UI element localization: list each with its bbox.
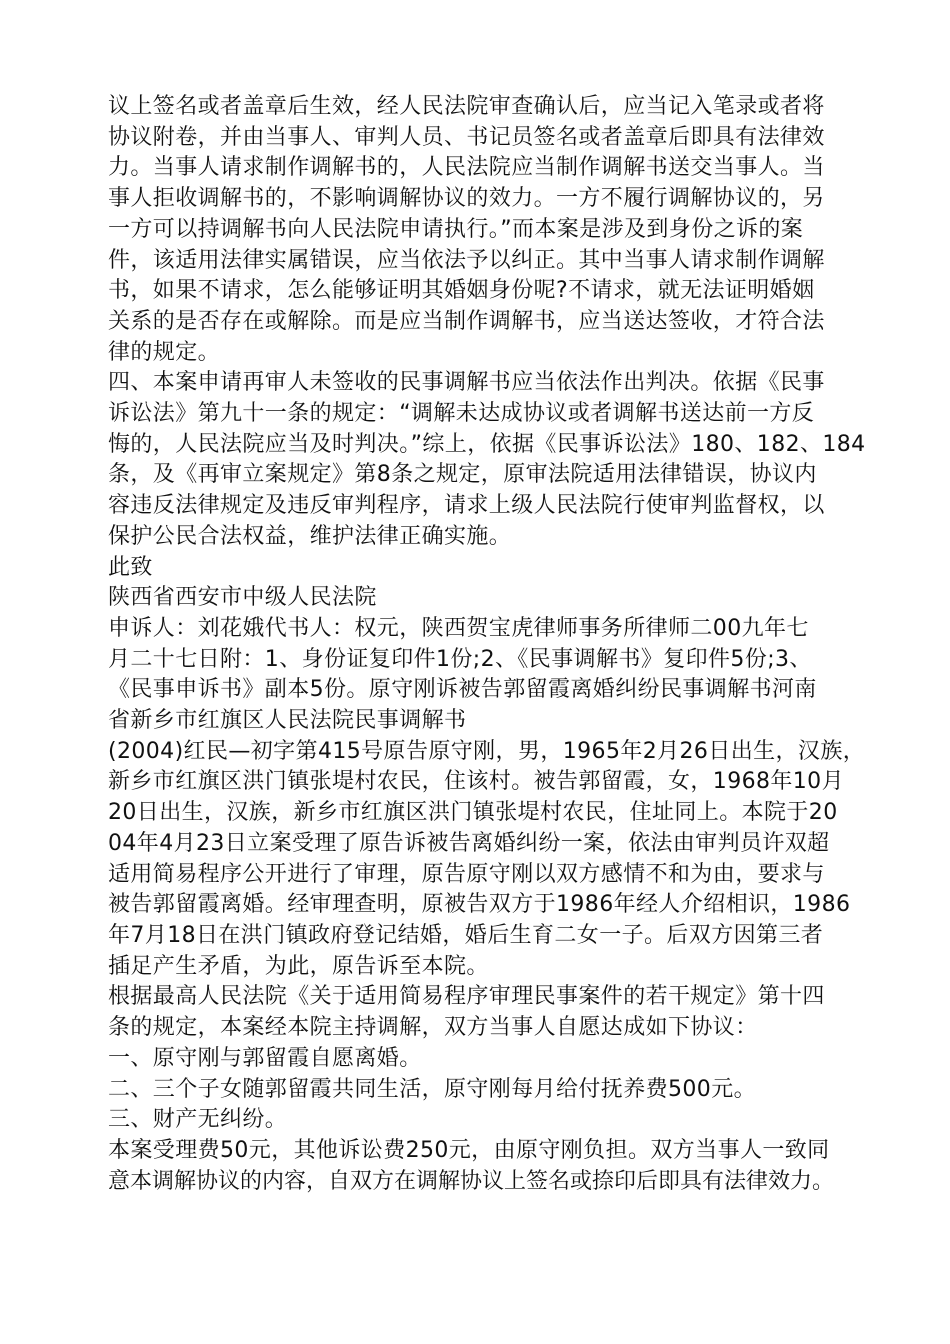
agreement-item: 三、财产无纠纷。 [108, 1107, 288, 1133]
text-line: 《民事申诉书》副本5份。原守刚诉被告郭留霞离婚纠纷民事调解书河南 [108, 677, 817, 703]
text-line: 申诉人：刘花娥代书人：权元，陕西贺宝虎律师事务所律师二00九年七 [108, 615, 809, 641]
text-line: 适用简易程序公开进行了审理，原告原守刚以双方感情不和为由，要求与 [108, 861, 825, 887]
text-line: 本案受理费50元，其他诉讼费250元，由原守刚负担。双方当事人一致同 [108, 1137, 830, 1163]
text-line: 月二十七日附：1、身份证复印件1份;2、《民事调解书》复印件5份;3、 [108, 646, 812, 672]
text-line: 保护公民合法权益，维护法律正确实施。 [108, 523, 512, 549]
text-line: 一方可以持调解书向人民法院申请执行。”而本案是涉及到身份之诉的案 [108, 216, 804, 242]
text-line: 省新乡市红旗区人民法院民事调解书 [108, 708, 467, 734]
text-line: 年7月18日在洪门镇政府登记结婚，婚后生育二女一子。后双方因第三者 [108, 922, 824, 948]
agreement-item: 二、三个子女随郭留霞共同生活，原守刚每月给付抚养费500元。 [108, 1076, 756, 1102]
text-line: 条，及《再审立案规定》第8条之规定，原审法院适用法律错误，协议内 [108, 462, 817, 488]
text-line: 件，该适用法律实属错误，应当依法予以纠正。其中当事人请求制作调解 [108, 247, 825, 273]
text-line: 诉讼法》第九十一条的规定：“调解未达成协议或者调解书送达前一方反 [108, 401, 815, 427]
text-line: 律的规定。 [108, 339, 221, 365]
text-line: 意本调解协议的内容，自双方在调解协议上签名或捺印后即具有法律效力。 [108, 1168, 835, 1194]
section-heading-line: 四、本案申请再审人未签收的民事调解书应当依法作出判决。依据《民事 [108, 370, 825, 396]
text-line: 关系的是否存在或解除。而是应当制作调解书，应当送达签收，才符合法 [108, 308, 825, 334]
text-line: 容违反法律规定及违反审判程序，请求上级人民法院行使审判监督权，以 [108, 493, 825, 519]
text-line: 20日出生，汉族，新乡市红旗区洪门镇张堤村农民，住址同上。本院于20 [108, 800, 838, 826]
text-line: 条的规定，本案经本院主持调解，双方当事人自愿达成如下协议： [108, 1015, 758, 1041]
text-line: 力。当事人请求制作调解书的，人民法院应当制作调解书送交当事人。当 [108, 155, 825, 181]
text-line: 04年4月23日立案受理了原告诉被告离婚纠纷一案，依法由审判员许双超 [108, 830, 830, 856]
text-line: 悔的，人民法院应当及时判决。”综上，依据《民事诉讼法》180、182、184 [108, 431, 866, 457]
text-line: 协议附卷，并由当事人、审判人员、书记员签名或者盖章后即具有法律效 [108, 124, 825, 150]
text-line: 被告郭留霞离婚。经审理查明，原被告双方于1986年经人介绍相识，1986 [108, 892, 851, 918]
text-line: 根据最高人民法院《关于适用简易程序审理民事案件的若干规定》第十四 [108, 984, 825, 1010]
text-line: 插足产生矛盾，为此，原告诉至本院。 [108, 953, 489, 979]
addressee-line: 陕西省西安市中级人民法院 [108, 585, 377, 611]
salutation-line: 此致 [108, 554, 153, 580]
agreement-item: 一、原守刚与郭留霞自愿离婚。 [108, 1045, 422, 1071]
text-line: (2004)红民—初字第415号原告原守刚，男，1965年2月26日出生，汉族， [108, 738, 866, 764]
text-line: 议上签名或者盖章后生效，经人民法院审查确认后，应当记入笔录或者将 [108, 94, 825, 119]
text-line: 书，如果不请求，怎么能够证明其婚姻身份呢?不请求，就无法证明婚姻 [108, 278, 815, 304]
text-line: 事人拒收调解书的，不影响调解协议的效力。一方不履行调解协议的，另 [108, 186, 825, 212]
text-line: 新乡市红旗区洪门镇张堤村农民，住该村。被告郭留霞，女，1968年10月 [108, 769, 844, 795]
document-body [108, 92, 868, 1197]
